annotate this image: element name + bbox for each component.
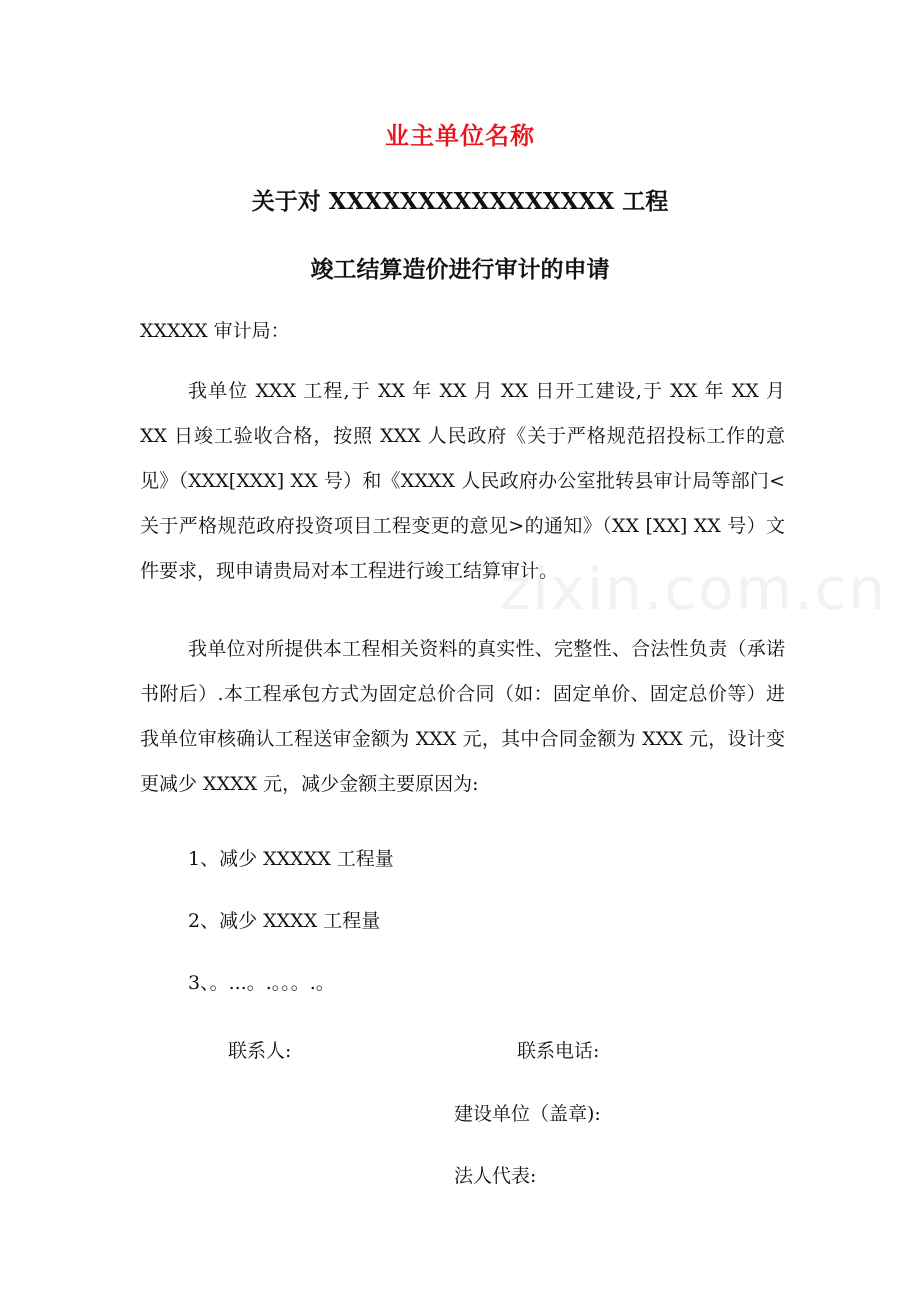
reason-item-1: 1、减少 XXXXX 工程量 [188, 848, 394, 870]
reason-item-3: 3、。...。.。。。.。 [188, 972, 335, 994]
reason-item-2: 2、减少 XXXX 工程量 [188, 910, 381, 932]
contact-phone-label: 联系电话: [517, 1040, 600, 1062]
document-title-line2: 竣工结算造价进行审计的申请 [310, 256, 610, 283]
legal-representative-label: 法人代表: [454, 1165, 537, 1187]
document-title-line1: 关于对 XXXXXXXXXXXXXXXX 工程 [251, 188, 669, 215]
owner-unit-title: 业主单位名称 [385, 121, 535, 150]
recipient: XXXXX 审计局： [140, 320, 290, 342]
contact-person-label: 联系人: [228, 1040, 292, 1062]
paragraph-responsibility: 我单位对所提供本工程相关资料的真实性、完整性、合法性负责（承诺书附后）.本工程承包方式为固定总价合同（如：固定单价、固定总价等）进我单位审核确认工程送审金额为 XXX 元，其中合同金额为 XXX 元，设计变更减少 XXXX 元，减少金额主要原因为: [140, 638, 785, 795]
construction-unit-seal-label: 建设单位（盖章): [454, 1103, 601, 1125]
paragraph-application: 我单位 XXX 工程,于 XX 年 XX 月 XX 日开工建设,于 XX 年 XX 月 XX 日竣工验收合格，按照 XXX 人民政府《关于严格规范招投标工作的意见》（XXX[XXX] XX 号）和《XXXX 人民政府办公室批转县审计局等部门<关于严格规范政府投资项目工程变更的意见>的通知》（XX [XX] XX 号）文件要求，现申请贵局对本工程进行竣工结算审计。 [140, 380, 785, 582]
watermark: zixin.com.cn [500, 555, 888, 623]
